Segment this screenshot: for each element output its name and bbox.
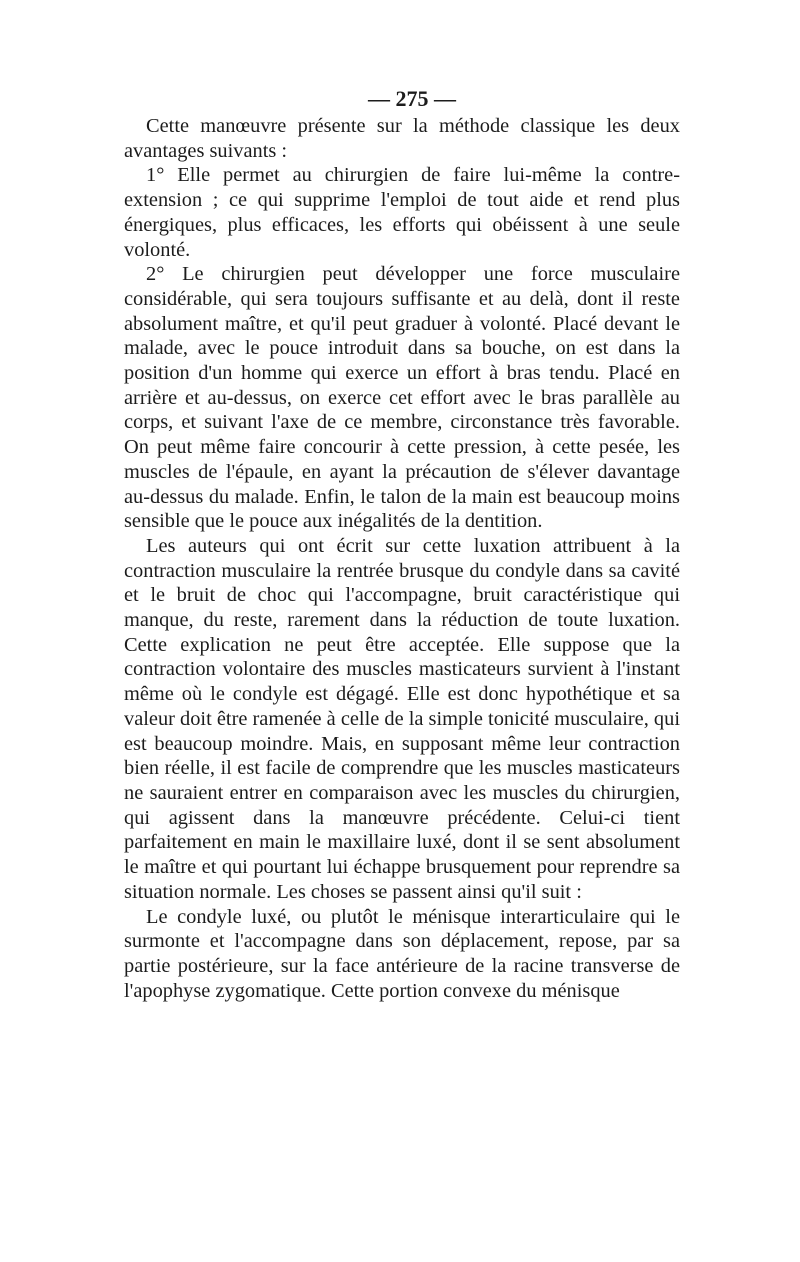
page-number-header: — 275 —	[368, 86, 456, 111]
paragraph-authors: Les auteurs qui ont écrit sur cette luxation attribuent à la contraction musculaire la rentrée brusque du condyle dans sa cavité et le bruit de choc qui l'accompagne, bruit caractéristique qui manque, du reste, rarement dans la réduction de toute luxation. Cette explication ne peut être acceptée. Elle suppose que la contraction volontaire des muscles masticateurs survient à l'instant même où le condyle est dégagé. Elle est donc hypothétique et sa valeur doit être ramenée à celle de la simple tonicité musculaire, qui est beaucoup moindre. Mais, en supposant même leur contraction bien réelle, il est facile de comprendre que les muscles masticateurs ne sauraient entrer en comparaison avec les muscles du chirurgien, qui agissent dans la manœuvre précédente. Celui-ci tient parfaitement en main le maxillaire luxé, dont il se sent absolument le maître et qui pourtant lui échappe brusquement pour reprendre sa situation normale. Les choses se passent ainsi qu'il suit :	[124, 534, 680, 903]
book-page	[124, 84, 680, 1003]
paragraph-condyle: Le condyle luxé, ou plutôt le ménisque interarticulaire qui le surmonte et l'accompagne dans son déplacement, repose, par sa partie postérieure, sur la face antérieure de la racine transverse de l'apophyse zygomatique. Cette portion convexe du ménisque	[124, 905, 680, 1002]
paragraph-intro: Cette manœuvre présente sur la méthode classique les deux avantages suivants :	[124, 115, 680, 162]
paragraph-advantage-2: 2° Le chirurgien peut développer une force musculaire considérable, qui sera toujours suffisante et au delà, dont il reste absolument maître, et qu'il peut graduer à volonté. Placé devant le malade, avec le pouce introduit dans sa bouche, on est dans la position d'un homme qui exerce un effort à bras tendu. Placé en arrière et au-dessus, on exerce cet effort avec le bras parallèle au corps, et suivant l'axe de ce membre, circonstance très favorable. On peut même faire concourir à cette pression, à cette pesée, les muscles de l'épaule, en ayant la précaution de s'élever davantage au-dessus du malade. Enfin, le talon de la main est beaucoup moins sensible que le pouce aux inégalités de la dentition.	[124, 263, 680, 533]
paragraph-advantage-1: 1° Elle permet au chirurgien de faire lui-même la contre-extension ; ce qui supprime l'emploi de tout aide et rend plus énergiques, plus efficaces, les efforts qui obéissent à une seule volonté.	[124, 164, 680, 261]
